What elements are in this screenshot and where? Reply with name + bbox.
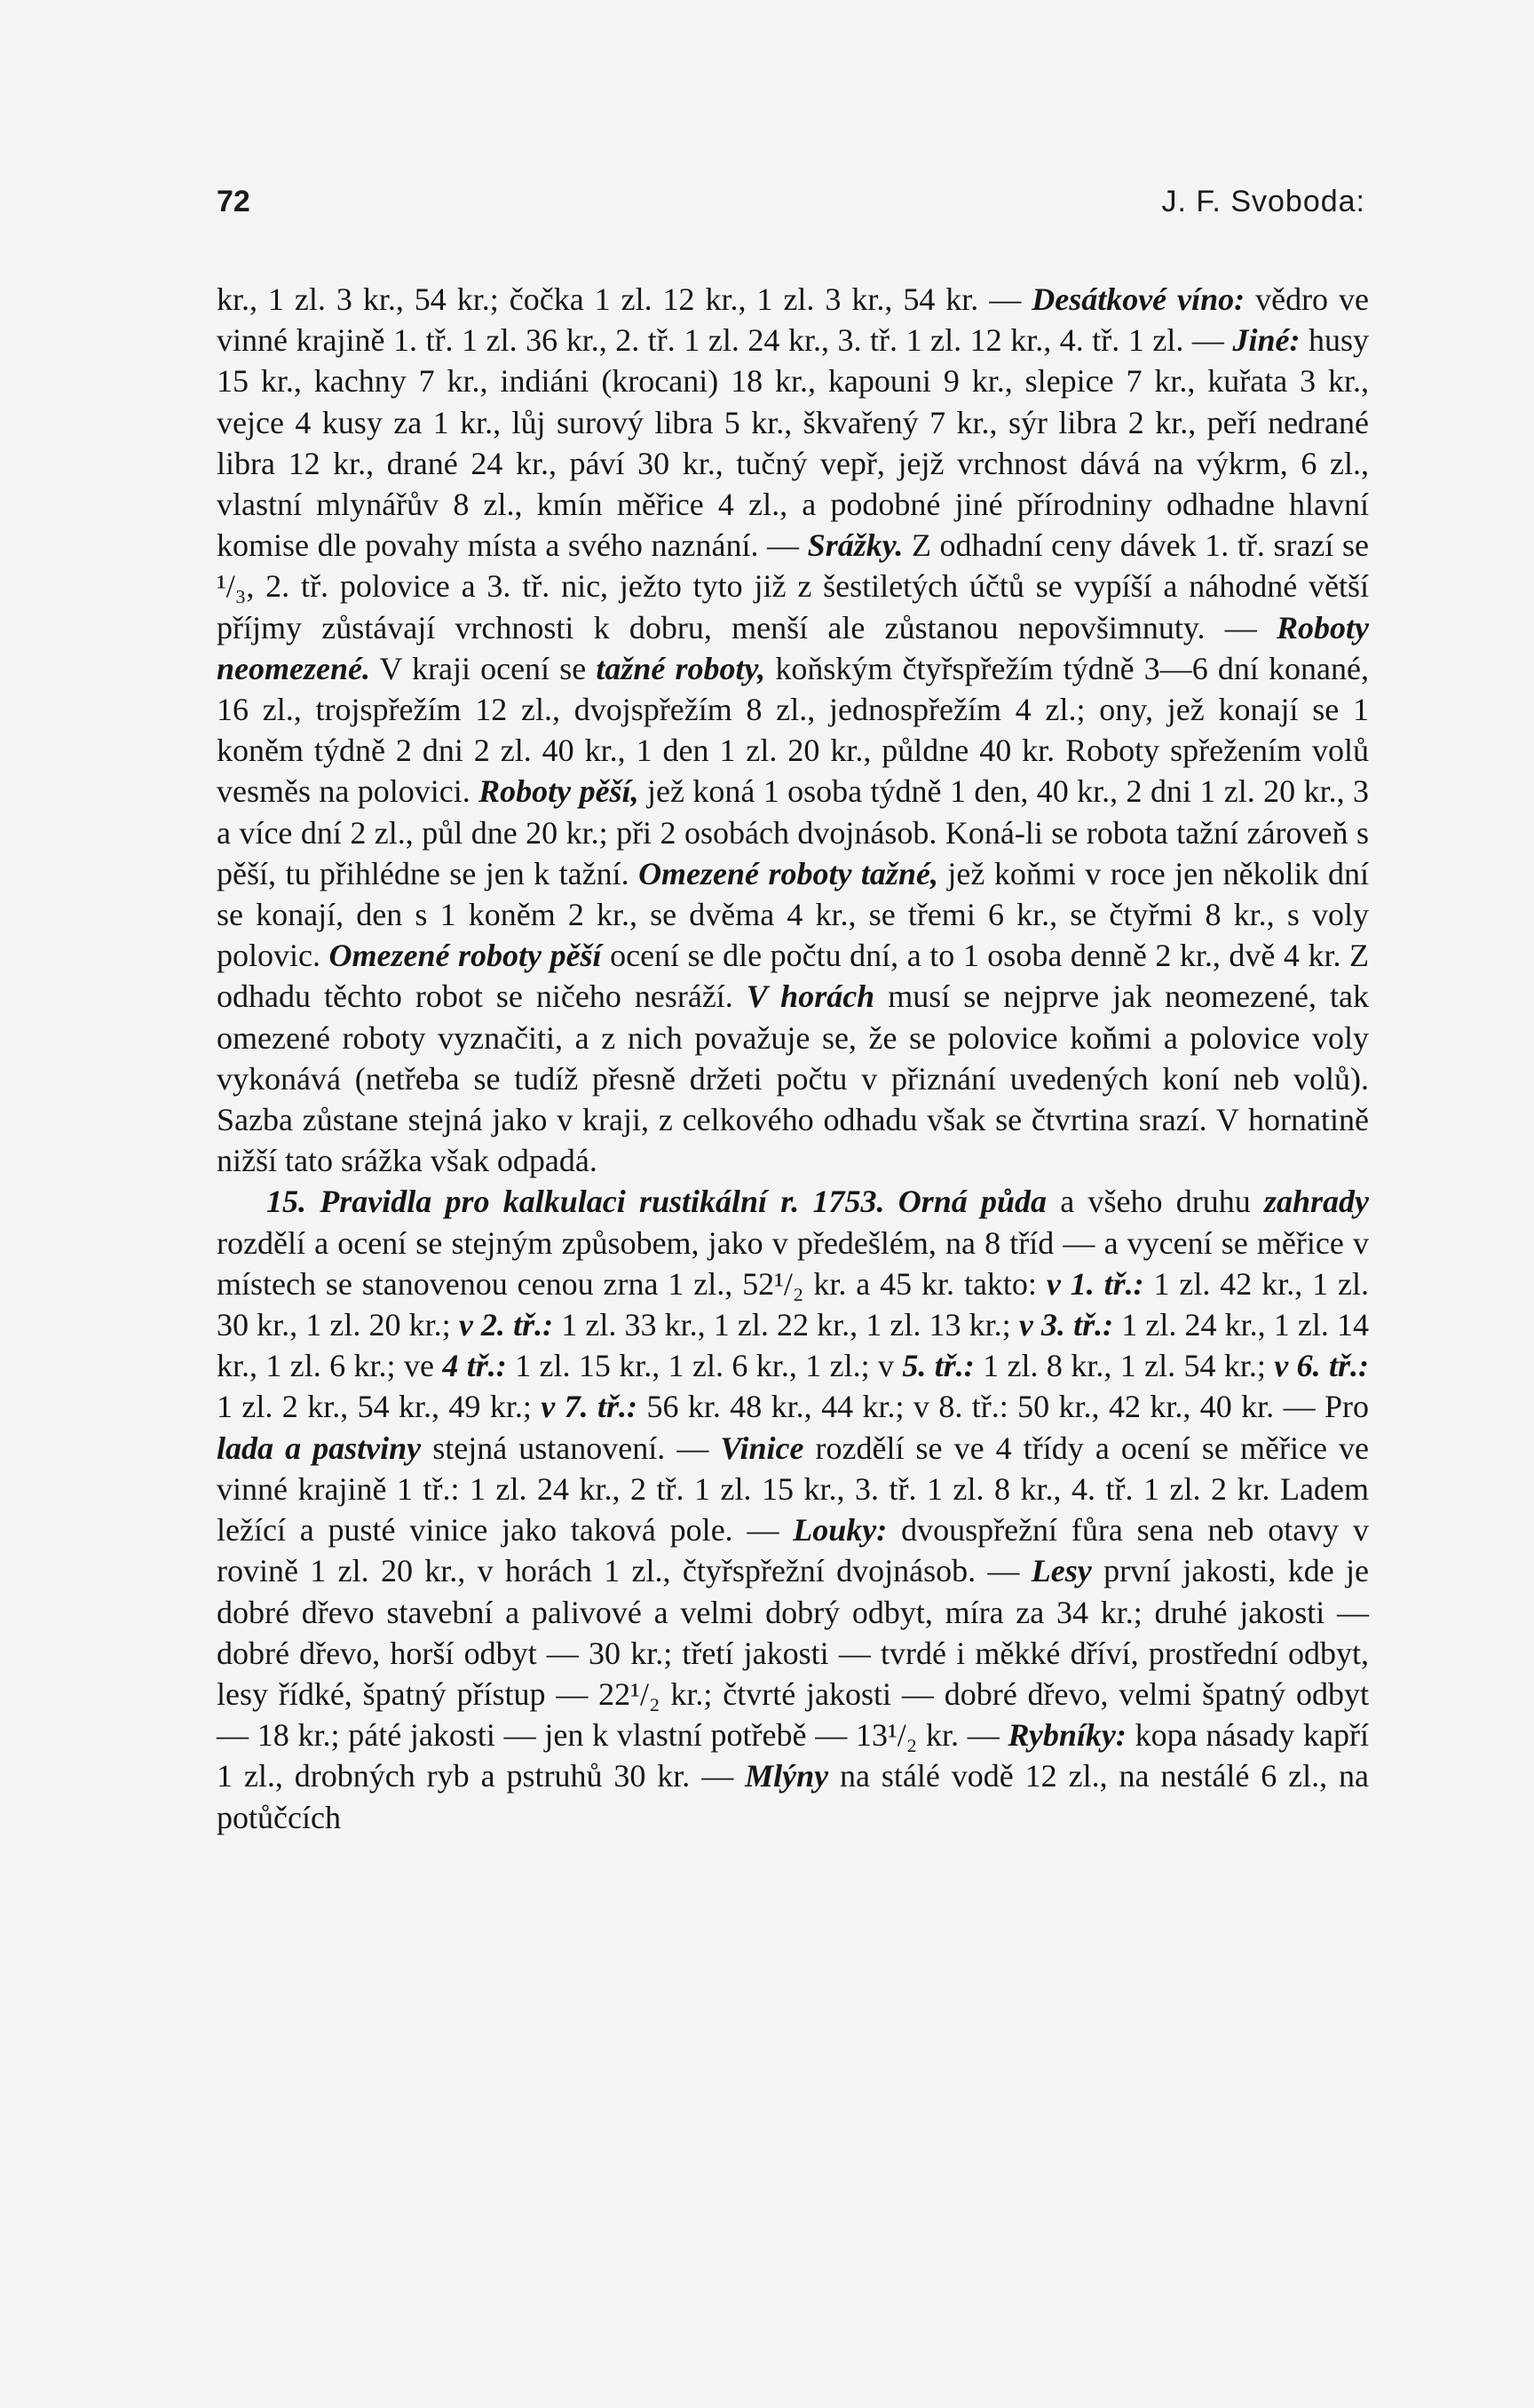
emphasized-term: Roboty pěší, [478, 773, 639, 810]
text-run: 1 zl. 2 kr., 54 kr., 49 kr.; [217, 1389, 542, 1425]
emphasized-term: Louky: [793, 1512, 888, 1549]
text-run: stejná ustanovení. — [421, 1430, 721, 1466]
emphasized-term: Omezené roboty tažné, [638, 855, 938, 891]
text-run: kr., 1 zl. 3 kr., 54 kr.; čočka 1 zl. 12 kr., 1 zl. 3 kr., 54 kr. — [217, 281, 1032, 317]
text-run: koňským čtyřspřežím týdně 3—6 dní konané, 16 zl., trojspřežím 12 zl., dvojspřežím 8 zl., jednospřežím 4 zl.; ony, jež konají se 1 koněm týdně 2 dni 2 zl. 40 kr., 1 den 1 zl. 20 kr., půldne 40 kr. Roboty spřežením volů vesměs na polovici. [217, 650, 1369, 810]
emphasized-term: Mlýny [745, 1758, 829, 1794]
text-run: kopa násady kapří 1 zl., drobných ryb a pstruhů 30 kr. — [217, 1717, 1369, 1794]
text-run: ocení se dle počtu dní, a to 1 osoba denně 2 kr., dvě 4 kr. Z odhadu těchto robot se ničeho nesráží. [217, 938, 1370, 1015]
emphasized-term: 15. Pravidla pro kalkulaci rustikální r. 1753. [266, 1184, 885, 1220]
text-run: a všeho druhu [1047, 1184, 1264, 1220]
emphasized-term: Rybníky: [1008, 1717, 1127, 1754]
emphasized-term: Desátkové víno: [1032, 281, 1245, 317]
text-run: jež koňmi v roce jen několik dní se konají, den s 1 koněm 2 kr., se dvěma 4 kr., se třemi 6 kr., se čtyřmi 8 kr., s voly polovic. [217, 855, 1370, 974]
emphasized-term: Orná půda [897, 1184, 1048, 1220]
text-run: jež koná 1 osoba týdně 1 den, 40 kr., 2 dni 1 zl. 20 kr., 3 a více dní 2 zl., půl dne 20 kr.; při 2 osobách dvojnásob. Koná-li se robota tažní zároveň s pěší, tu přihlédne se jen k tažní. [217, 773, 1369, 891]
emphasized-term: Omezené roboty pěší [328, 938, 602, 974]
text-run: 1 zl. 8 kr., 1 zl. 54 kr.; [974, 1348, 1275, 1384]
text-run: 1 zl. 24 kr., 1 zl. 14 kr., 1 zl. 6 kr.; ve [217, 1307, 1369, 1384]
text-run: husy 15 kr., kachny 7 kr., indiáni (krocani) 18 kr., kapouni 9 kr., slepice 7 kr., kuřata 3 kr., vejce 4 kusy za 1 kr., lůj surový libra 5 kr., škvařený 7 kr., sýr libra 2 kr., peří nedrané libra 12 kr., drané 24 kr., páví 30 kr., tučný vepř, jejž vrchnost dává na výkrm, 6 zl., vlastní mlynářův 8 zl., kmín měřice 4 zl., a podobné jiné přírodniny odhadne hlavní komise dle povahy místa a svého naznání. — [217, 322, 1369, 564]
emphasized-term: tažné roboty, [596, 650, 766, 686]
paragraph-continued [217, 279, 1369, 1181]
emphasized-term: 4 tř.: [442, 1348, 507, 1384]
paragraph-section-15 [217, 1181, 1369, 1837]
text-run: 1 zl. 15 kr., 1 zl. 6 kr., 1 zl.; v [506, 1348, 903, 1384]
emphasized-term: Srážky. [807, 527, 904, 564]
emphasized-term: Vinice [720, 1430, 804, 1466]
text-run [885, 1184, 898, 1219]
emphasized-term: zahrady [1263, 1184, 1369, 1220]
text-run: dvouspřežní fůra sena neb otavy v rovině 1 zl. 20 kr., v horách 1 zl., čtyřspřežní dvojnásob. — [217, 1512, 1369, 1589]
text-run: na stálé vodě 12 zl., na nestálé 6 zl., na potůčcích [217, 1758, 1369, 1835]
emphasized-term: v 2. tř.: [458, 1307, 554, 1343]
emphasized-term: Jiné: [1232, 322, 1301, 359]
emphasized-term: Roboty neomezené. [217, 609, 1369, 686]
text-run: 1 zl. 42 kr., 1 zl. 30 kr., 1 zl. 20 kr.; [217, 1265, 1369, 1343]
text-run: vědro ve vinné krajině 1. tř. 1 zl. 36 kr., 2. tř. 1 zl. 24 kr., 3. tř. 1 zl. 12 kr., 4. tř. 1 zl. — [217, 281, 1369, 359]
emphasized-term: Lesy [1031, 1553, 1092, 1589]
text-run: rozdělí se ve 4 třídy a ocení se měřice ve vinné krajině 1 tř.: 1 zl. 24 kr., 2 tř. 1 zl. 15 kr., 3. tř. 1 zl. 8 kr., 4. tř. 1 zl. 2 kr. Ladem ležící a pusté vinice jako taková pole. — [217, 1430, 1369, 1549]
emphasized-term: lada a pastviny [217, 1430, 422, 1466]
emphasized-term: v 7. tř.: [541, 1389, 638, 1425]
text-run: 56 kr. 48 kr., 44 kr.; v 8. tř.: 50 kr., 42 kr., 40 kr. — Pro [637, 1389, 1369, 1425]
emphasized-term: v 6. tř.: [1274, 1348, 1370, 1384]
emphasized-term: v 3. tř.: [1018, 1307, 1114, 1343]
page-header [217, 185, 1365, 220]
text-run: V kraji ocení se [369, 650, 597, 686]
text-run: Z odhadní ceny dávek 1. tř. srazí se ¹/₃, 2. tř. polovice a 3. tř. nic, ježto tyto již z šestiletých účtů se vypíší a náhodné větší příjmy zůstávají vrchnosti k dobru, menší ale zůstanou nepovšimnuty. — [217, 527, 1369, 646]
text-run: 1 zl. 33 kr., 1 zl. 22 kr., 1 zl. 13 kr.; [553, 1307, 1019, 1343]
text-run: musí se nejprve jak neomezené, tak omezené roboty vyznačiti, a z nich považuje se, že se polovice koňmi a polovice voly vykonává (netřeba se tudíž přesně držeti počtu v přiznání uvedených koní neb volů). Sazba zůstane stejná jako v kraji, z celkového odhadu však se čtvrtina srazí. V hornatině nižší tato srážka však odpadá. [217, 978, 1369, 1179]
emphasized-term: v 1. tř.: [1046, 1265, 1144, 1302]
text-run: rozdělí a ocení se stejným způsobem, jako v předešlém, na 8 tříd — a vycení se měřice v místech se stanovenou cenou zrna 1 zl., 52¹/₂ kr. a 45 kr. takto: [217, 1224, 1369, 1302]
running-head: J. F. Svoboda: [1161, 185, 1365, 218]
page-number: 72 [217, 185, 250, 218]
text-run: první jakosti, kde je dobré dřevo stavební a palivové a velmi dobrý odbyt, míra za 34 kr.; druhé jakosti — dobré dřevo, horší odbyt — 30 kr.; třetí jakosti — tvrdé i měkké dříví, prostřední odbyt, lesy řídké, špatný přístup — 22¹/₂ kr.; čtvrté jakosti — dobré dřevo, velmi špatný odbyt — 18 kr.; páté jakosti — jen k vlastní potřebě — 13¹/₂ kr. — [217, 1553, 1369, 1754]
emphasized-term: V horách [746, 978, 875, 1015]
emphasized-term: 5. tř.: [902, 1348, 975, 1384]
body-text [217, 279, 1369, 1838]
